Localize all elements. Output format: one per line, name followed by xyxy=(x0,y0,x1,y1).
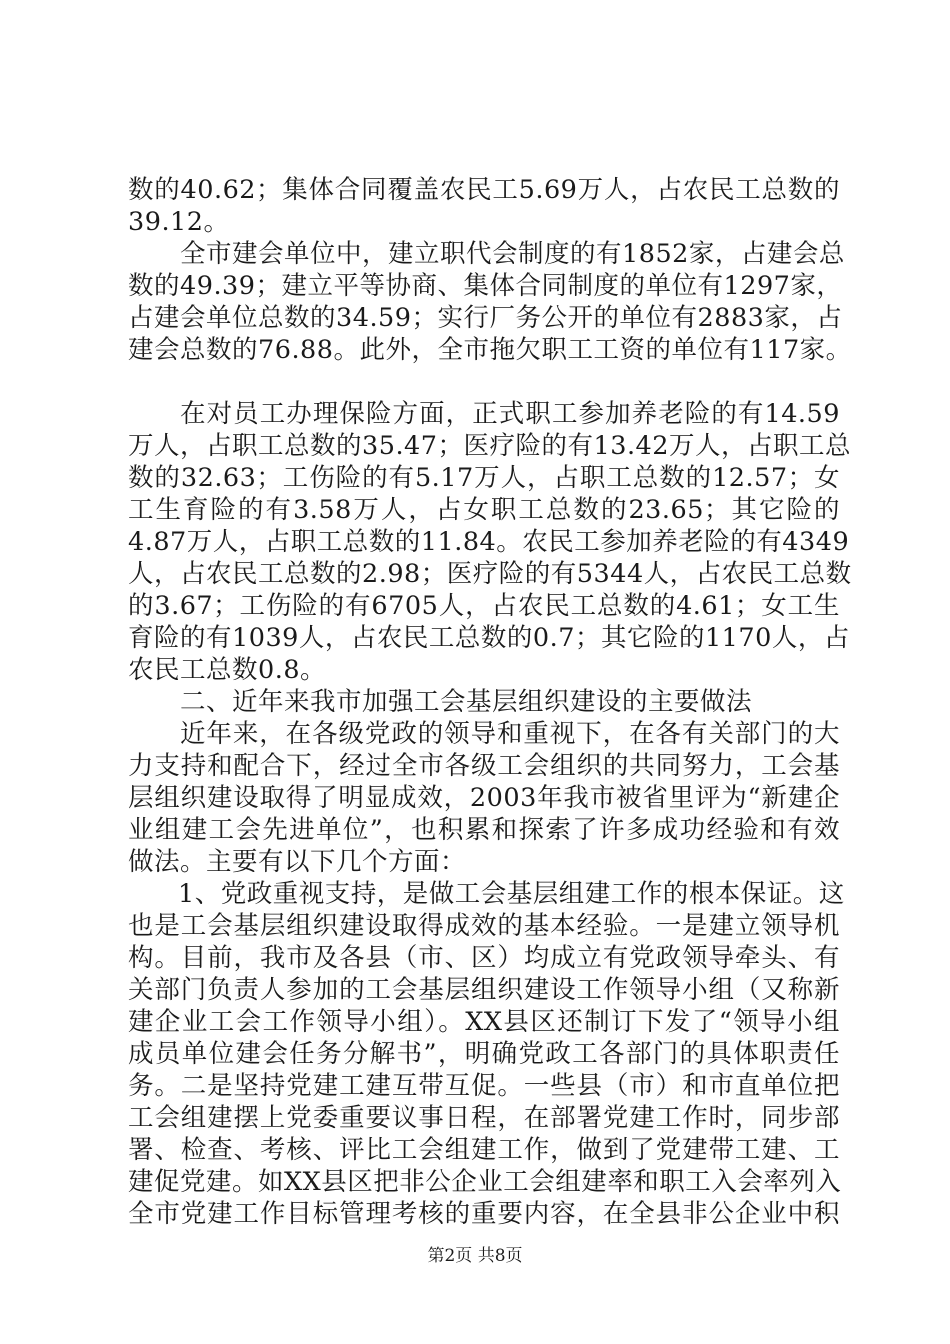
paragraph xyxy=(128,238,852,366)
text-line: 建促党建。如XX县区把非公企业工会组建率和职工入会率列入 xyxy=(128,1167,842,1197)
text-line: 全市党建工作目标管理考核的重要内容，在全县非公企业中积 xyxy=(128,1199,840,1229)
text-line: 成员单位建会任务分解书”，明确党政工各部门的具体职责任 xyxy=(128,1039,840,1069)
text-line: 近年来，在各级党政的领导和重视下，在各有关部门的大 xyxy=(180,719,840,749)
section-heading xyxy=(128,686,840,718)
paragraph xyxy=(128,174,840,238)
text-line: 在对员工办理保险方面，正式职工参加养老险的有14.59 xyxy=(180,399,840,429)
text-line: 署、检查、考核、评比工会组建工作，做到了党建带工建、工 xyxy=(128,1135,840,1165)
text-line: 建会总数的76.88。此外，全市拖欠职工工资的单位有117家。 xyxy=(128,335,852,365)
text-line: 数的49.39；建立平等协商、集体合同制度的单位有1297家， xyxy=(128,271,843,301)
text-line: 育险的有1039人，占农民工总数的0.7；其它险的1170人，占 xyxy=(128,623,850,653)
text-line: 数的40.62；集体合同覆盖农民工5.69万人，占农民工总数的 xyxy=(128,175,840,205)
text-line: 占建会单位总数的34.59；实行厂务公开的单位有2883家，占 xyxy=(128,303,843,333)
text-line: 务。二是坚持党建工建互带互促。一些县（市）和市直单位把 xyxy=(128,1071,840,1101)
document-body xyxy=(128,174,852,1230)
page-footer xyxy=(0,1246,950,1266)
text-line: 全市建会单位中，建立职代会制度的有1852家，占建会总 xyxy=(180,239,845,269)
paragraph xyxy=(128,878,845,1230)
text-line: 4.87万人，占职工总数的11.84。农民工参加养老险的有4349 xyxy=(128,527,850,557)
text-line: 业组建工会先进单位”，也积累和探索了许多成功经验和有效 xyxy=(128,815,840,845)
text-line: 39.12。 xyxy=(128,207,230,237)
text-line: 层组织建设取得了明显成效，2003年我市被省里评为“新建企 xyxy=(128,783,840,813)
text-line: 做法。主要有以下几个方面： xyxy=(128,847,467,877)
text-line: 工生育险的有3.58万人，占女职工总数的23.65；其它险的 xyxy=(128,495,840,525)
paragraph xyxy=(128,398,852,686)
blank-line xyxy=(128,366,840,398)
text-line: 工会组建摆上党委重要议事日程，在部署党建工作时，同步部 xyxy=(128,1103,840,1133)
text-line: 也是工会基层组织建设取得成效的基本经验。一是建立领导机 xyxy=(128,911,840,941)
text-line: 人，占农民工总数的2.98；医疗险的有5344人，占农民工总数 xyxy=(128,559,852,589)
text-line: 构。目前，我市及各县（市、区）均成立有党政领导牵头、有 xyxy=(128,943,840,973)
text-line: 力支持和配合下，经过全市各级工会组织的共同努力，工会基 xyxy=(128,751,840,781)
text-line: 关部门负责人参加的工会基层组织建设工作领导小组（又称新 xyxy=(128,975,840,1005)
text-line: 万人，占职工总数的35.47；医疗险的有13.42万人，占职工总 xyxy=(128,431,852,461)
text-line: 1、党政重视支持，是做工会基层组建工作的根本保证。这 xyxy=(178,879,845,909)
text-line: 的3.67；工伤险的有6705人，占农民工总数的4.61；女工生 xyxy=(128,591,840,621)
page-number: 第2页 共8页 xyxy=(427,1246,523,1266)
text-line: 农民工总数0.8。 xyxy=(128,655,327,685)
paragraph xyxy=(128,718,840,878)
text-line: 二、近年来我市加强工会基层组织建设的主要做法 xyxy=(180,687,753,717)
text-line: 数的32.63；工伤险的有5.17万人，占职工总数的12.57；女 xyxy=(128,463,840,493)
text-line: 建企业工会工作领导小组）。XX县区还制订下发了“领导小组 xyxy=(128,1007,840,1037)
